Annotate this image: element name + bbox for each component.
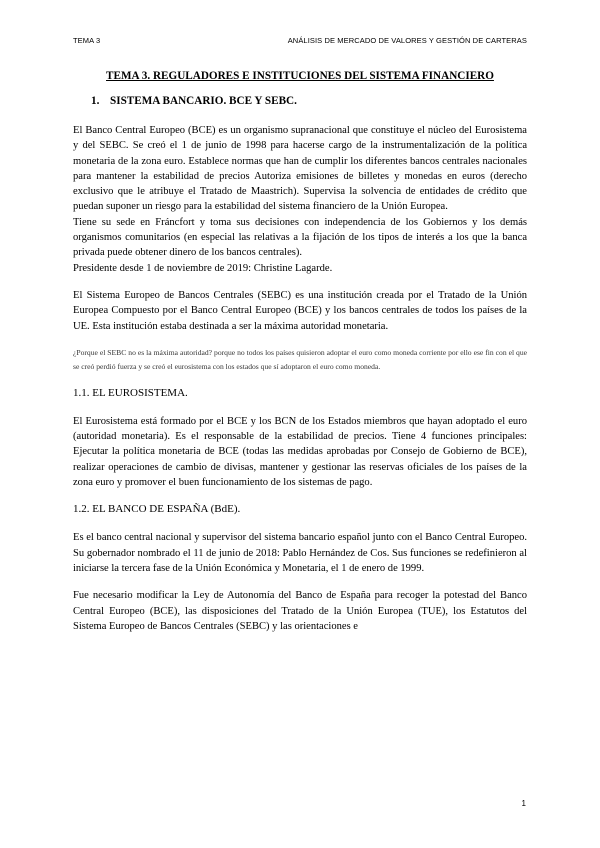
section-heading-1 [91,95,527,107]
paragraph-bce-intro: El Banco Central Europeo (BCE) es un organismo supranacional que constituye el núcleo del Eurosistema y del SEBC. Se creó el 1 de junio de 1998 para hacerse cargo de la instrumentalización de la política monetaria de la zona euro. Establece normas que han de cumplir los diferentes bancos centrales nacionales para mantener la estabilidad de precios Autoriza emisiones de billetes y monedas en euros (derecho exclusivo que le atribuye el Tratado de Maastrich). Supervisa la solvencia de entidades de crédito que puedan suponer un riesgo para la estabilidad del sistema financiero de la Unión Europea. [73,125,527,213]
header-topic: TEMA 3 [73,36,101,45]
paragraph-bce-sede: Tiene su sede en Fráncfort y toma sus decisiones con independencia de los Gobiernos y los demás organismos comunitarios (en especial las relativas a la fijación de los tipos de interés a los que la banca privada puede obtener dinero de los bancos centrales). [73,216,527,259]
page-number: 1 [521,799,526,808]
section-number: 1. [91,95,100,107]
paragraph-sebc: El Sistema Europeo de Bancos Centrales (SEBC) es una institución creada por el Tratado de la Unión Europea Compuesto por el Banco Central Europeo (BCE) y los bancos centrales de todos los países de la UE. Esta institución estaba destinada a ser la máxima autoridad monetaria. [73,289,527,332]
paragraph-bce-presidente: Presidente desde 1 de noviembre de 2019: Christine Lagarde. [73,262,333,274]
section-title: SISTEMA BANCARIO. BCE Y SEBC. [110,95,297,107]
side-note: ¿Porque el SEBC no es la máxima autoridad? porque no todos los países quisieron adoptar el euro como moneda corriente por ello ese fin con el que se creó perdió fuerza y se creó el eurosistema con los estados que sí adoptaron el euro como moneda. [73,347,527,371]
subsection-heading-bde: 1.2. EL BANCO DE ESPAÑA (BdE). [73,503,241,516]
subsection-heading-eurosistema: 1.1. EL EUROSISTEMA. [73,386,188,399]
document-body [73,70,527,634]
document-title: TEMA 3. REGULADORES E INSTITUCIONES DEL SISTEMA FINANCIERO [106,70,494,82]
paragraph-eurosistema: El Eurosistema está formado por el BCE y los BCN de los Estados miembros que hayan adoptado el euro (autoridad monetaria). Es el responsable de la estabilidad de precios. Tiene 4 funciones principales: Ejecutar la política monetaria de BCE (todas las medidas aprobadas por Consejo de Gobierno de BCE), realizar operaciones de cambio de divisas, mantener y gestionar las reservas oficiales de los países de la zona euro y promover el buen funcionamiento de los sistemas de pago. [73,415,527,489]
paragraph-bde-ley: Fue necesario modificar la Ley de Autonomía del Banco de España para recoger la potestad del Banco Central Europeo (BCE), las disposiciones del Tratado de la Unión Europea (TUE), los Estatutos del Sistema Europeo de Bancos Centrales (SEBC) y las orientaciones e [73,590,527,632]
running-header [73,36,527,45]
header-course: ANÁLISIS DE MERCADO DE VALORES Y GESTIÓN DE CARTERAS [287,36,527,45]
paragraph-bde: Es el banco central nacional y supervisor del sistema bancario español junto con el Banco Central Europeo. Su gobernador nombrado el 11 de junio de 2018: Pablo Hernández de Cos. Sus funciones se redefinieron al iniciarse la tercera fase de la Unión Económica y Monetaria, el 1 de enero de 1999. [73,532,527,574]
